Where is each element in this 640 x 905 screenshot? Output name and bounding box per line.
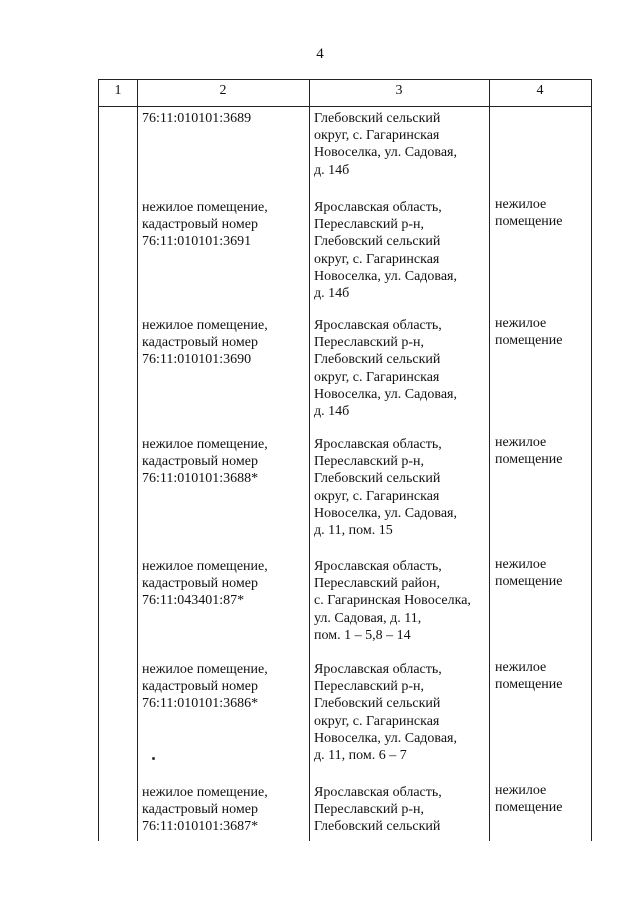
property-table xyxy=(98,79,592,841)
address-cell: Ярославская область, Переславский р-н, Глебовский сельский xyxy=(314,785,442,835)
address-cell: Ярославская область, Переславский р-н, Глебовский сельский округ, с. Гагаринская Новоселка, ул. Садовая, д. 14б xyxy=(314,200,457,302)
table-header-border xyxy=(99,106,591,107)
premises-type-cell: нежилое помещение xyxy=(495,197,563,230)
cadastral-object-cell: нежилое помещение, кадастровый номер 76:11:043401:87* xyxy=(142,559,268,609)
cadastral-object-cell: нежилое помещение, кадастровый номер 76:11:010101:3691 xyxy=(142,200,268,250)
column-divider xyxy=(309,79,310,841)
premises-type-cell: нежилое помещение xyxy=(495,435,563,468)
page-number: 4 xyxy=(316,46,324,62)
address-cell: Ярославская область, Переславский р-н, Глебовский сельский округ, с. Гагаринская Новоселка, ул. Садовая, д. 14б xyxy=(314,318,457,420)
premises-type-cell: нежилое помещение xyxy=(495,316,563,349)
cadastral-object-cell: нежилое помещение, кадастровый номер 76:11:010101:3686* xyxy=(142,662,268,712)
address-cell: Глебовский сельский округ, с. Гагаринская Новоселка, ул. Садовая, д. 14б xyxy=(314,111,457,178)
address-cell: Ярославская область, Переславский р-н, Глебовский сельский округ, с. Гагаринская Новоселка, ул. Садовая, д. 11, пом. 15 xyxy=(314,437,457,539)
cadastral-object-cell: нежилое помещение, кадастровый номер 76:11:010101:3688* xyxy=(142,437,268,487)
column-header-3: 3 xyxy=(395,83,403,98)
table-top-border xyxy=(99,79,591,80)
column-header-1: 1 xyxy=(114,83,122,98)
premises-type-cell: нежилое помещение xyxy=(495,783,563,816)
address-cell: Ярославская область, Переславский район, с. Гагаринская Новоселка, ул. Садовая, д. 11, пом. 1 – 5,8 – 14 xyxy=(314,559,471,643)
column-header-4: 4 xyxy=(536,83,544,98)
column-divider xyxy=(137,79,138,841)
address-cell: Ярославская область, Переславский р-н, Глебовский сельский округ, с. Гагаринская Новоселка, ул. Садовая, д. 11, пом. 6 – 7 xyxy=(314,662,457,764)
cadastral-object-cell: нежилое помещение, кадастровый номер 76:11:010101:3687* xyxy=(142,785,268,835)
cadastral-object-cell: 76:11:010101:3689 xyxy=(142,111,252,126)
premises-type-cell: нежилое помещение xyxy=(495,660,563,693)
premises-type-cell: нежилое помещение xyxy=(495,557,563,590)
cadastral-object-cell: нежилое помещение, кадастровый номер 76:11:010101:3690 xyxy=(142,318,268,368)
column-header-2: 2 xyxy=(219,83,227,98)
stray-dot-mark xyxy=(152,757,155,760)
